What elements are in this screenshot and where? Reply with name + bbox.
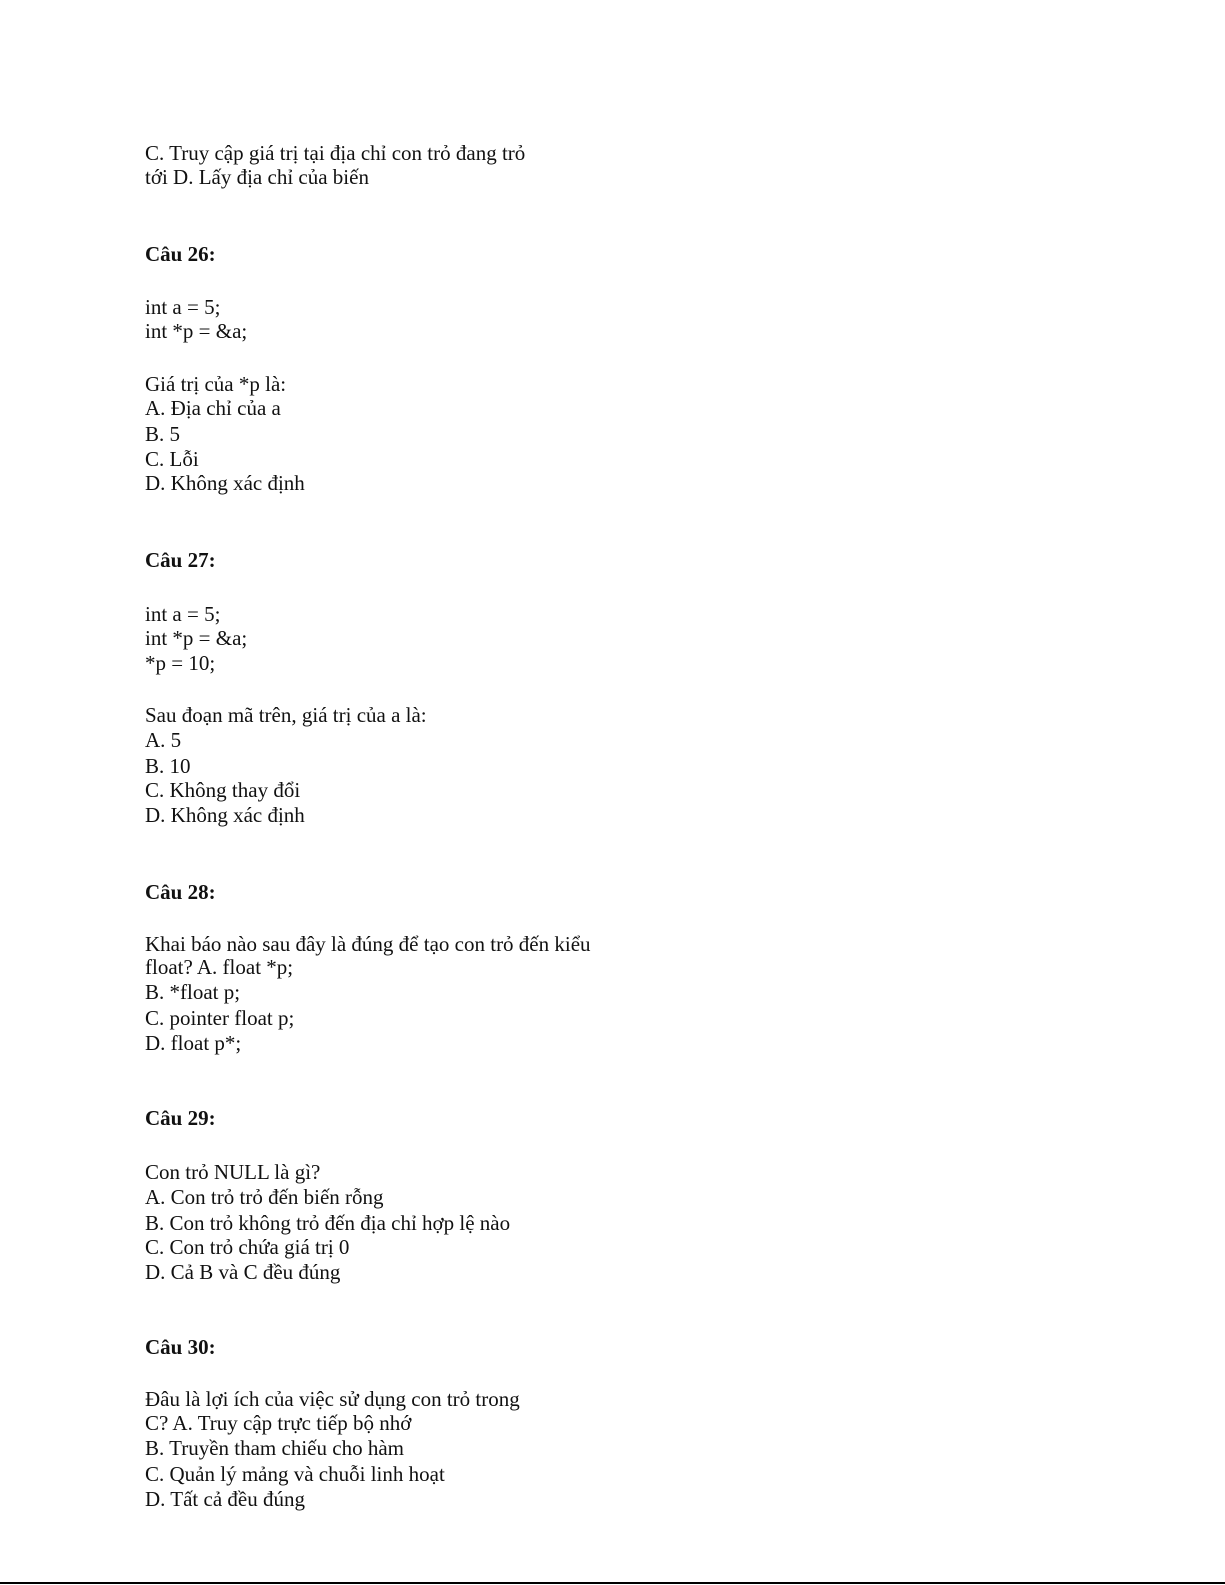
question-26-option-b: B. 5 [145, 422, 181, 446]
question-29-option-a: A. Con trỏ trỏ đến biến rỗng [145, 1185, 384, 1209]
question-26-code-line-1: int a = 5; [145, 295, 221, 319]
question-27-option-b: B. 10 [145, 754, 191, 778]
carryover-line-2: tới D. Lấy địa chỉ của biến [145, 165, 369, 189]
question-26-title: Câu 26: [145, 242, 216, 266]
question-27-prompt: Sau đoạn mã trên, giá trị của a là: [145, 703, 427, 727]
question-30-option-c: C. Quản lý mảng và chuỗi linh hoạt [145, 1462, 445, 1486]
question-30-prompt-line-1: Đâu là lợi ích của việc sử dụng con trỏ trong [145, 1387, 520, 1411]
question-30-option-b: B. Truyền tham chiếu cho hàm [145, 1436, 404, 1460]
question-27-option-c: C. Không thay đổi [145, 778, 301, 802]
question-26-option-d: D. Không xác định [145, 471, 305, 495]
question-26-option-c: C. Lỗi [145, 447, 199, 471]
question-30-prompt-line-2: C? A. Truy cập trực tiếp bộ nhớ [145, 1411, 412, 1435]
question-27-option-a: A. 5 [145, 728, 182, 752]
question-27-title: Câu 27: [145, 548, 216, 572]
question-30-option-d: D. Tất cả đều đúng [145, 1487, 305, 1511]
question-29-option-d: D. Cả B và C đều đúng [145, 1260, 341, 1284]
question-27-code-line-3: *p = 10; [145, 651, 216, 675]
question-29-title: Câu 29: [145, 1106, 216, 1130]
question-29-option-b: B. Con trỏ không trỏ đến địa chỉ hợp lệ nào [145, 1211, 511, 1235]
question-26-code-line-2: int *p = &a; [145, 319, 248, 343]
question-27-code-line-2: int *p = &a; [145, 626, 248, 650]
question-30-title: Câu 30: [145, 1335, 216, 1359]
question-27-option-d: D. Không xác định [145, 803, 305, 827]
question-28-option-c: C. pointer float p; [145, 1006, 295, 1030]
question-26-prompt: Giá trị của *p là: [145, 372, 287, 396]
carryover-line-1: C. Truy cập giá trị tại địa chỉ con trỏ đang trỏ [145, 141, 526, 165]
page-bottom-divider [0, 1582, 1225, 1584]
question-28-title: Câu 28: [145, 880, 216, 904]
question-27-code-line-1: int a = 5; [145, 602, 221, 626]
question-28-option-b: B. *float p; [145, 980, 241, 1004]
question-26-option-a: A. Địa chỉ của a [145, 396, 281, 420]
question-28-prompt-line-2: float? A. float *p; [145, 955, 294, 979]
question-28-prompt-line-1: Khai báo nào sau đây là đúng để tạo con trỏ đến kiểu [145, 932, 591, 956]
question-29-option-c: C. Con trỏ chứa giá trị 0 [145, 1235, 350, 1259]
question-28-option-d: D. float p*; [145, 1031, 242, 1055]
question-29-prompt: Con trỏ NULL là gì? [145, 1160, 321, 1184]
